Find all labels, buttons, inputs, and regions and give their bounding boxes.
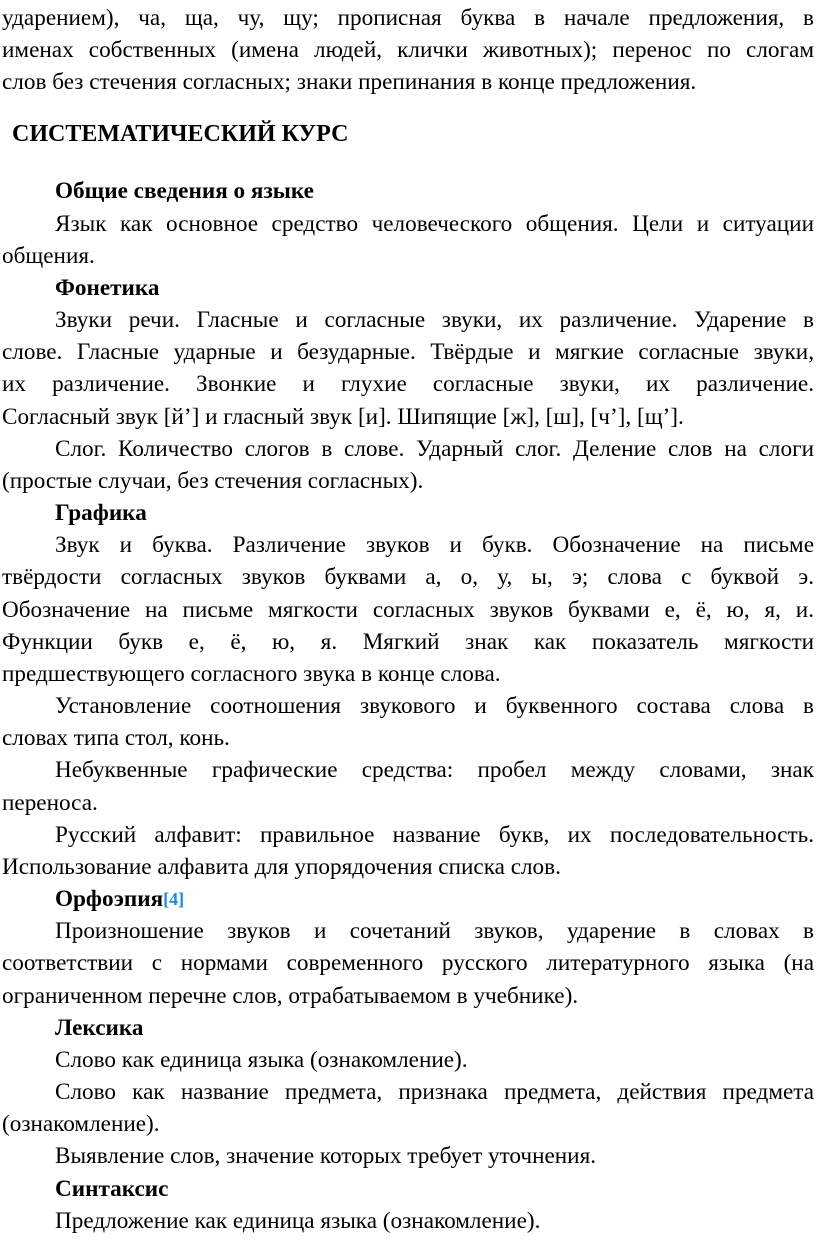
footnote-reference-link[interactable]: [4]	[163, 889, 185, 909]
subheading-general: Общие сведения о языке	[55, 178, 314, 204]
paragraph-line: Установление соотношения звукового и буквенного состава слова в	[55, 693, 814, 719]
paragraph-line: Слог. Количество слогов в слове. Ударный слог. Деление слов на слоги	[55, 436, 814, 462]
paragraph-line: Русский алфавит: правильное название букв, их последовательность.	[55, 822, 814, 848]
paragraph-line: Функции букв е, ё, ю, я. Мягкий знак как показатель мягкости	[2, 629, 814, 655]
paragraph-line: общения.	[2, 243, 95, 269]
paragraph-line: их различение. Звонкие и глухие согласные звуки, их различение.	[2, 371, 814, 397]
subheading-syntax: Синтаксис	[55, 1176, 169, 1202]
section-main-heading: СИСТЕМАТИЧЕСКИЙ КУРС	[12, 121, 349, 147]
paragraph-line: твёрдости согласных звуков буквами а, о, у, ы, э; слова с буквой э.	[2, 564, 814, 590]
subheading-orthoepy-text: Орфоэпия	[55, 886, 164, 912]
paragraph-line: словах типа стол, конь.	[2, 725, 230, 751]
paragraph-line: Использование алфавита для упорядочения списка слов.	[2, 854, 561, 880]
paragraph-line: слов без стечения согласных; знаки препинания в конце предложения.	[2, 69, 697, 95]
paragraph-line: Обозначение на письме мягкости согласных звуков буквами е, ё, ю, я, и.	[2, 597, 814, 623]
subheading-phonetics: Фонетика	[55, 275, 160, 301]
paragraph-line: Произношение звуков и сочетаний звуков, ударение в словах в	[55, 918, 814, 944]
paragraph-line: ограниченном перечне слов, отрабатываемом в учебнике).	[2, 983, 579, 1009]
paragraph-line: Слово как единица языка (ознакомление).	[55, 1047, 468, 1073]
paragraph-line: Согласный звук [й’] и гласный звук [и]. Шипящие [ж], [ш], [ч’], [щ’].	[2, 404, 684, 430]
subheading-orthoepy	[55, 883, 184, 916]
paragraph-line: переноса.	[2, 790, 98, 816]
paragraph-line: Выявление слов, значение которых требует уточнения.	[55, 1143, 597, 1169]
paragraph-line: ударением), ча, ща, чу, щу; прописная буква в начале предложения, в	[2, 5, 814, 31]
paragraph-line: (ознакомление).	[2, 1111, 160, 1137]
paragraph-line: именах собственных (имена людей, клички животных); перенос по слогам	[2, 37, 814, 63]
paragraph-line: соответствии с нормами современного русского литературного языка (на	[2, 950, 814, 976]
paragraph-line: Слово как название предмета, признака предмета, действия предмета	[55, 1079, 814, 1105]
paragraph-line: Звуки речи. Гласные и согласные звуки, их различение. Ударение в	[55, 307, 814, 333]
paragraph-line: слове. Гласные ударные и безударные. Твёрдые и мягкие согласные звуки,	[2, 339, 814, 365]
paragraph-line: Звук и буква. Различение звуков и букв. Обозначение на письме	[55, 532, 814, 558]
paragraph-line: Небуквенные графические средства: пробел между словами, знак	[55, 757, 814, 783]
paragraph-line: предшествующего согласного звука в конце слова.	[2, 661, 501, 687]
paragraph-line: (простые случаи, без стечения согласных).	[2, 468, 424, 494]
paragraph-line: Язык как основное средство человеческого общения. Цели и ситуации	[55, 211, 814, 237]
subheading-lexicon: Лексика	[55, 1015, 144, 1041]
paragraph-line: Предложение как единица языка (ознакомление).	[55, 1208, 541, 1234]
subheading-graphics: Графика	[55, 500, 147, 526]
